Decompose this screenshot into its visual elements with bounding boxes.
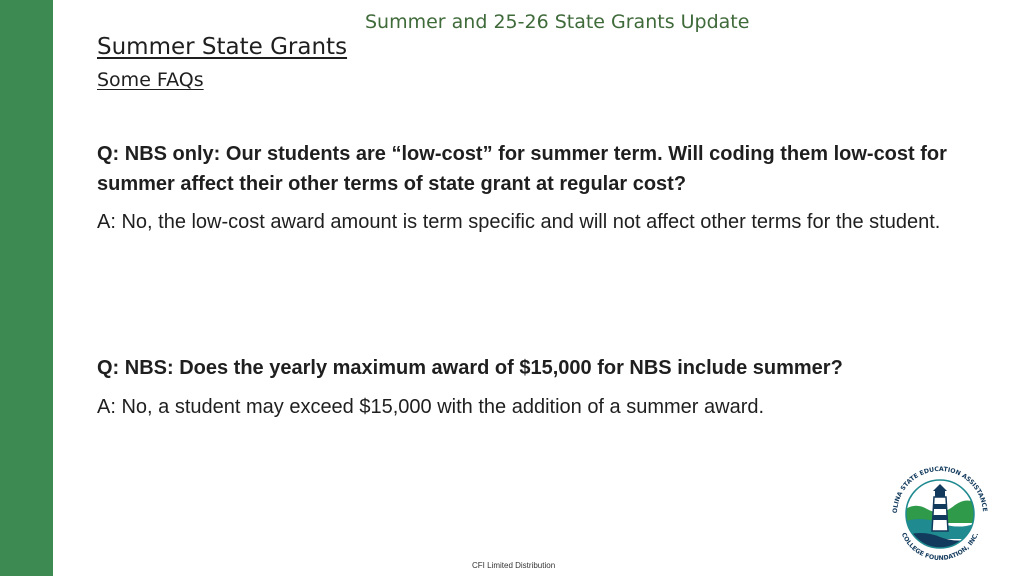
presentation-header-title: Summer and 25-26 State Grants Update <box>365 11 750 33</box>
slide-title: Summer State Grants <box>97 34 348 60</box>
faq-answer-1: A: No, the low-cost award amount is term specific and will not affect other terms for the student. <box>97 211 941 233</box>
faq-question-1: Q: NBS only: Our students are “low-cost” for summer term. Will coding them low-cost for summer affect their other terms of state grant at regular cost? <box>97 143 947 195</box>
slide-subtitle: Some FAQs <box>97 69 204 91</box>
lighthouse-logo-icon <box>883 457 997 571</box>
footer-distribution-note: CFI Limited Distribution <box>472 561 556 570</box>
side-accent-bar <box>0 0 53 576</box>
ncseaa-logo <box>883 457 997 571</box>
faq-answer-2: A: No, a student may exceed $15,000 with the addition of a summer award. <box>97 396 765 418</box>
faq-question-2: Q: NBS: Does the yearly maximum award of $15,000 for NBS include summer? <box>97 357 843 379</box>
logo-bottom-text: COLLEGE FOUNDATION, INC. <box>899 531 981 563</box>
logo-ring-text: OLINA STATE EDUCATION ASSISTANCE <box>891 465 988 514</box>
